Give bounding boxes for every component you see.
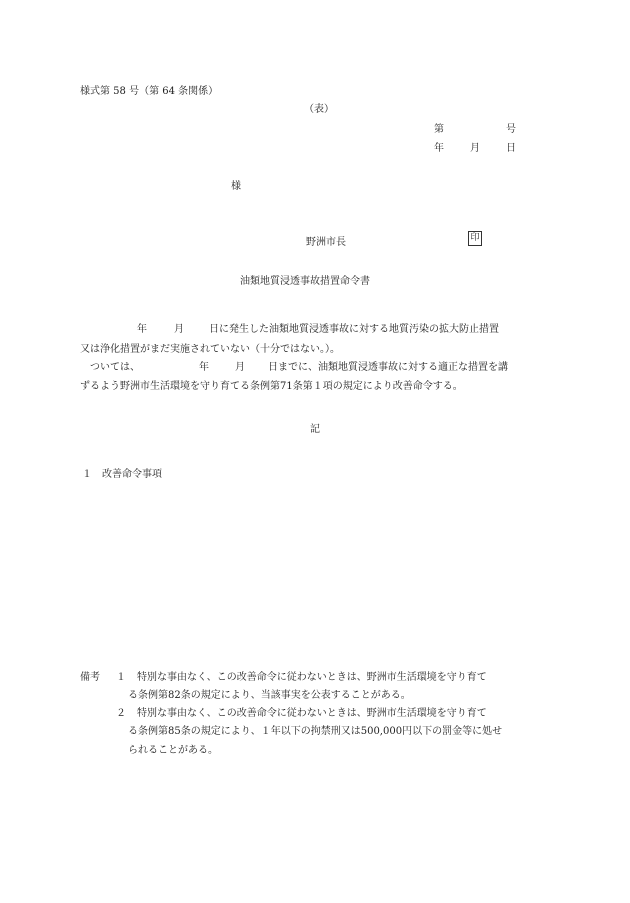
body-line3-text: 日までに、油類地質浸透事故に対する適正な措置を講 <box>268 362 508 373</box>
item1-number: １ <box>82 469 92 480</box>
body-line3-year: 年 <box>199 362 209 373</box>
note-heading: 記 <box>310 424 320 435</box>
form-number: 様式第 58 号（第 64 条関係） <box>80 86 219 97</box>
body-line1-text: 日に発生した油類地質浸透事故に対する地質汚染の拡大防止措置 <box>209 324 499 335</box>
official-seal: 印 <box>468 231 482 246</box>
remark-2-line2: る条例第85条の規定により、１年以下の拘禁刑又は500,000円以下の罰金等に処せ <box>128 726 503 737</box>
body-line3-month: 月 <box>235 362 245 373</box>
doc-number-prefix: 第 <box>434 124 444 135</box>
remark-1-line1: 特別な事由なく、この改善命令に従わないときは、野洲市生活環境を守り育て <box>137 672 487 683</box>
remark-1-line2: る条例第82条の規定により、当該事実を公表することがある。 <box>128 690 411 701</box>
body-line1-month: 月 <box>174 324 184 335</box>
body-line4: ずるよう野洲市生活環境を守り育てる条例第71条第１項の規定により改善命令する。 <box>80 381 463 392</box>
remarks-label: 備考 <box>80 672 100 683</box>
item1-label: 改善命令事項 <box>102 469 162 480</box>
remark-2-number: ２ <box>116 708 126 719</box>
remark-2-line3: られることがある。 <box>128 745 218 756</box>
issuer-title: 野洲市長 <box>306 237 346 248</box>
remark-2-line1: 特別な事由なく、この改善命令に従わないときは、野洲市生活環境を守り育て <box>137 708 487 719</box>
addressee-honorific: 様 <box>231 181 241 192</box>
date-day: 日 <box>506 143 516 154</box>
document-title: 油類地質浸透事故措置命令書 <box>240 276 370 287</box>
date-month: 月 <box>470 143 480 154</box>
date-year: 年 <box>434 143 444 154</box>
body-line1-year: 年 <box>137 324 147 335</box>
doc-number-suffix: 号 <box>506 124 516 135</box>
body-line2: 又は浄化措置がまだ実施されていない（十分ではない。）。 <box>80 344 340 355</box>
side-label: （表） <box>304 104 334 115</box>
body-line3-start: ついては、 <box>90 362 140 373</box>
remark-1-number: １ <box>116 672 126 683</box>
